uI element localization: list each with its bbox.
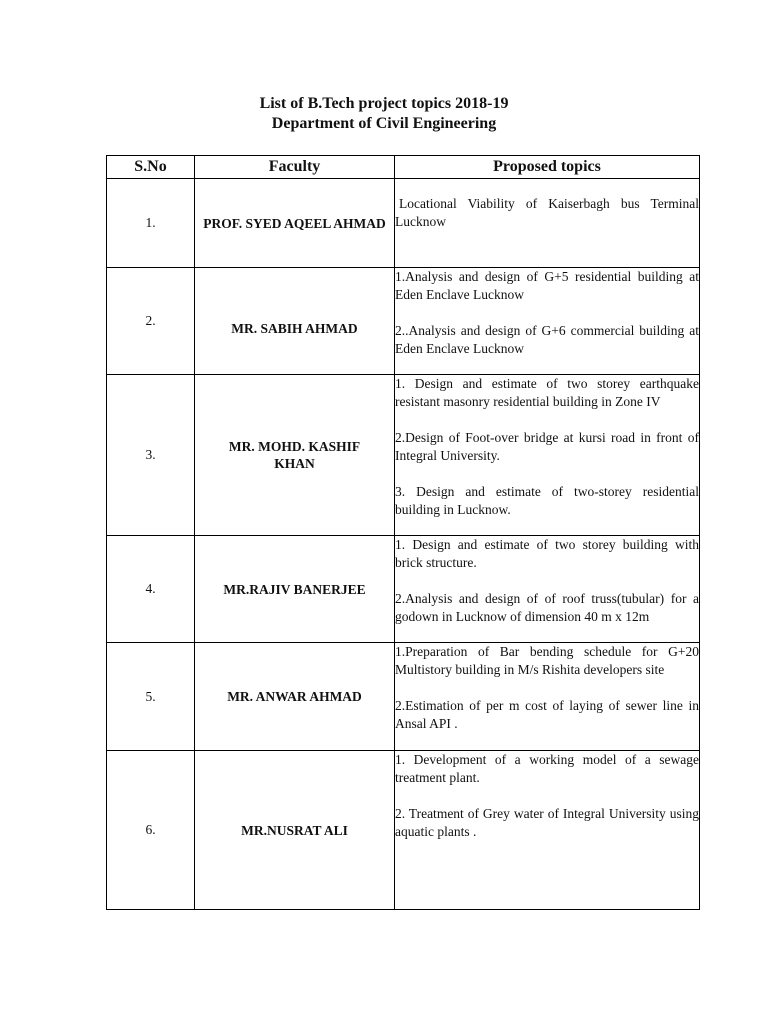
table-header-row (107, 156, 700, 179)
row-sno: 2. (107, 268, 195, 375)
topic-item: 1.Analysis and design of G+5 residential building at Eden Enclave Lucknow (395, 269, 699, 302)
header-sno: S.No (107, 156, 195, 179)
topic-item: 3. Design and estimate of two-storey residential building in Lucknow. (395, 484, 699, 517)
row-topics (395, 643, 700, 751)
row-sno: 6. (107, 751, 195, 910)
table-row (107, 536, 700, 643)
table-row (107, 179, 700, 268)
row-topics (395, 751, 700, 910)
table-row (107, 751, 700, 910)
topic-item: 2.Estimation of per m cost of laying of sewer line in Ansal API . (395, 698, 699, 731)
row-faculty: MR. MOHD. KASHIF KHAN (195, 375, 395, 536)
topic-item: Locational Viability of Kaiserbagh bus Terminal Lucknow (395, 196, 699, 229)
document-header (0, 94, 768, 134)
topic-item: 1.Preparation of Bar bending schedule for G+20 Multistory building in M/s Rishita developers site (395, 644, 699, 677)
row-faculty: MR. ANWAR AHMAD (195, 643, 395, 751)
row-topics (395, 375, 700, 536)
row-sno: 3. (107, 375, 195, 536)
row-faculty: MR. SABIH AHMAD (195, 268, 395, 375)
table-row (107, 643, 700, 751)
topic-item: 2.Analysis and design of of roof truss(tubular) for a godown in Lucknow of dimension 40 m x 12m (395, 591, 699, 624)
row-sno: 5. (107, 643, 195, 751)
header-proposed-topics: Proposed topics (395, 156, 700, 179)
topic-item: 2. Treatment of Grey water of Integral University using aquatic plants . (395, 806, 699, 839)
row-faculty: PROF. SYED AQEEL AHMAD (195, 179, 395, 268)
row-faculty: MR.RAJIV BANERJEE (195, 536, 395, 643)
row-faculty: MR.NUSRAT ALI (195, 751, 395, 910)
table-row (107, 375, 700, 536)
header-faculty: Faculty (195, 156, 395, 179)
table-row (107, 268, 700, 375)
row-sno: 4. (107, 536, 195, 643)
row-topics (395, 536, 700, 643)
department-title: Department of Civil Engineering (271, 115, 497, 132)
topic-item: 2.Design of Foot-over bridge at kursi road in front of Integral University. (395, 430, 699, 463)
row-sno: 1. (107, 179, 195, 268)
topic-item: 2..Analysis and design of G+6 commercial building at Eden Enclave Lucknow (395, 323, 699, 356)
row-topics (395, 179, 700, 268)
document-title: List of B.Tech project topics 2018-19 (259, 95, 509, 112)
topic-item: 1. Design and estimate of two storey earthquake resistant masonry residential building in Zone IV (395, 376, 699, 409)
topic-item: 1. Design and estimate of two storey building with brick structure. (395, 537, 699, 570)
row-topics (395, 268, 700, 375)
project-topics-table (106, 155, 700, 910)
topic-item: 1. Development of a working model of a sewage treatment plant. (395, 752, 699, 785)
